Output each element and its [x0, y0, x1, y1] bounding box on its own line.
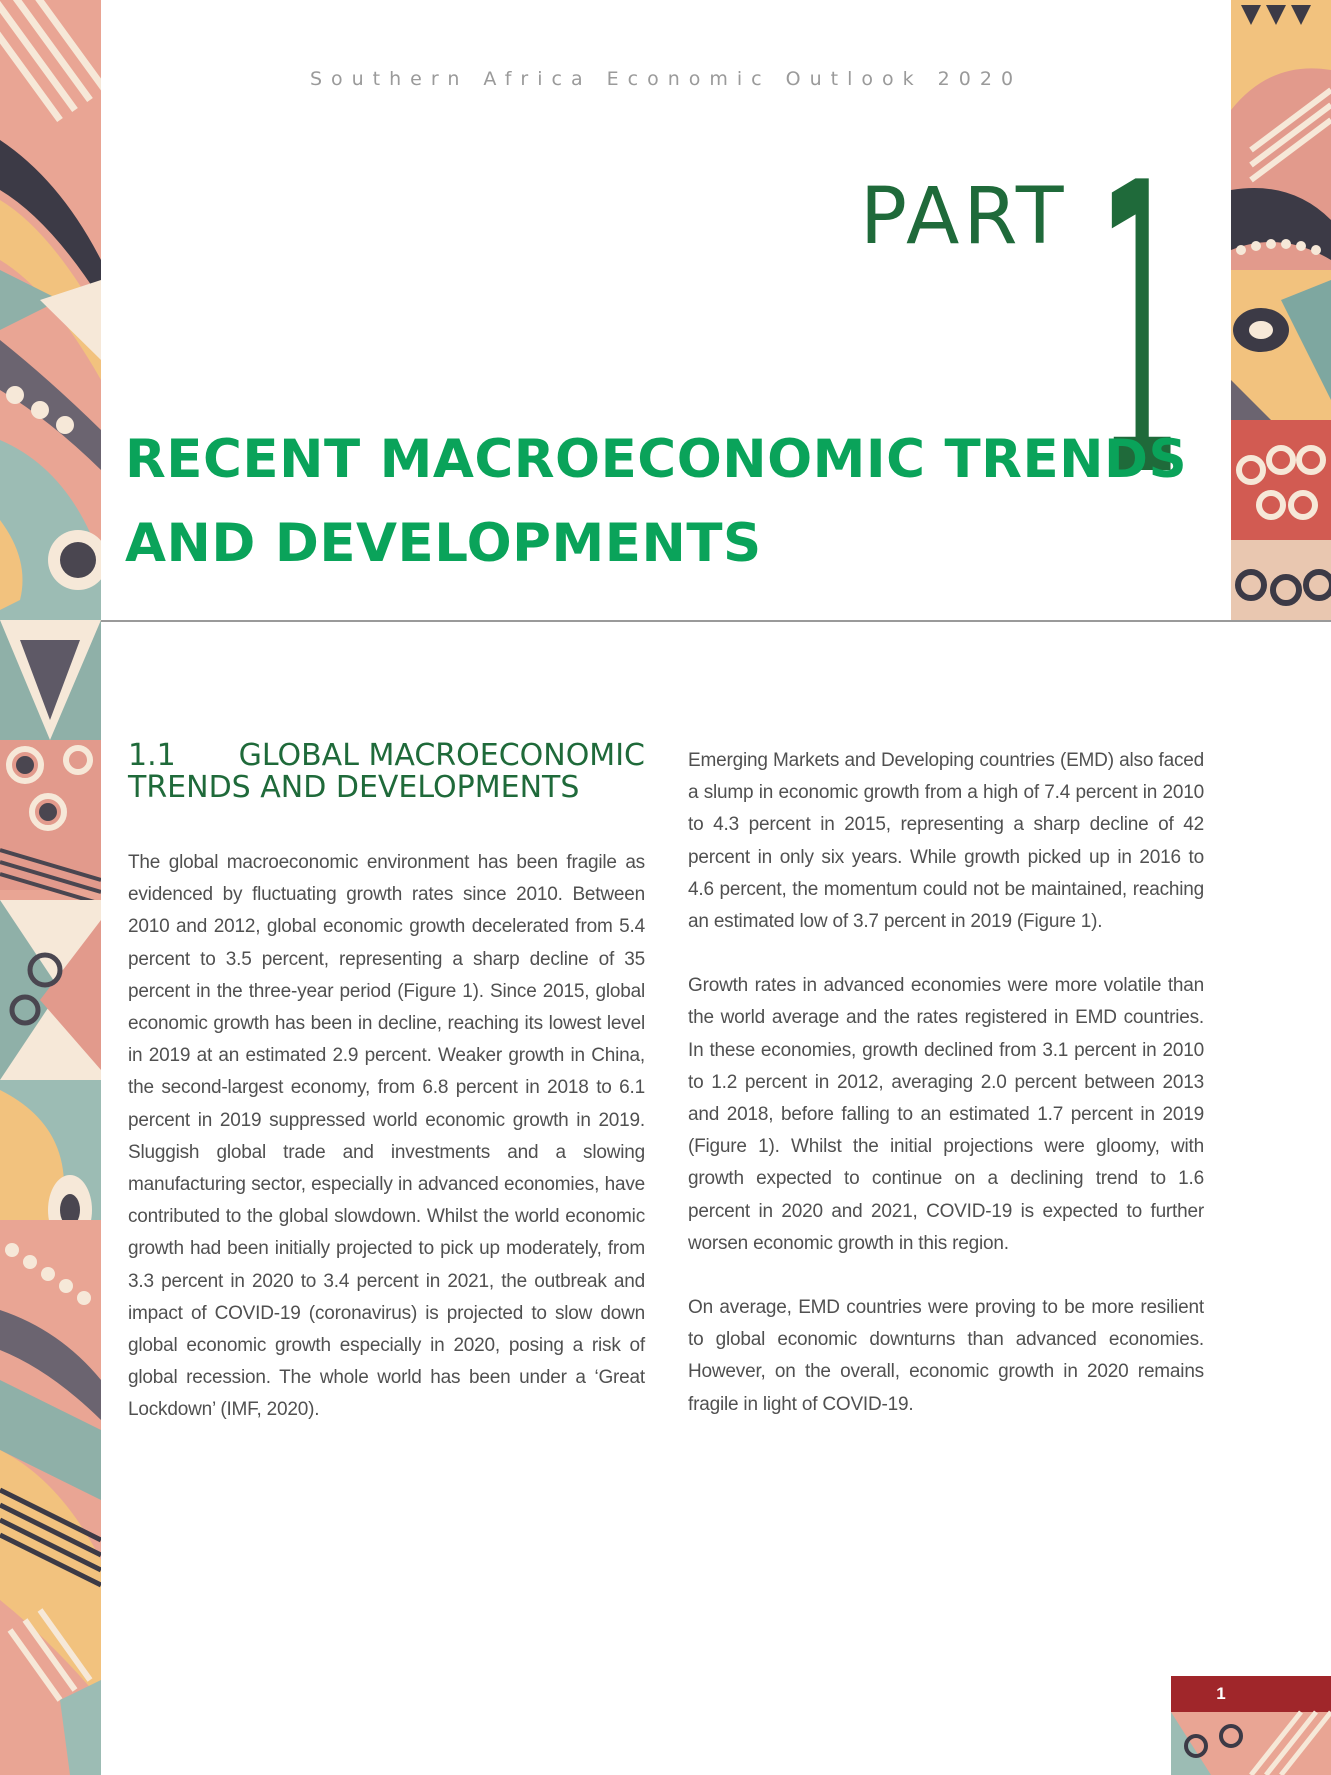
right-pattern-border	[1231, 0, 1331, 621]
section-number: 1.1	[128, 738, 176, 773]
body-paragraph: On average, EMD countries were proving to be more resilient to global economic downturns than advanced economies. However, on the overall, economic growth in 2020 remains fragile in light of COVID-19.	[688, 1297, 1204, 1415]
body-paragraph: Growth rates in advanced economies were more volatile than the world average and the rates registered in EMD countries. In these economies, growth declined from 3.1 percent in 2010 to 1.2 percent in 2012, averaging 2.0 percent between 2013 and 2018, before falling to an estimated 1.7 percent in 2019 (Figure 1). Whilst the initial projections were gloomy, with growth expected to continue on a declining trend to 1.6 percent in 2020 and 2021, COVID-19 is expected to further worsen economic growth in this region.	[688, 975, 1204, 1254]
part-label: PART	[860, 172, 1068, 262]
chapter-title-line2: AND DEVELOPMENTS	[125, 513, 762, 574]
left-column	[128, 740, 645, 1427]
body-paragraph: The global macroeconomic environment has been fragile as evidenced by fluctuating growth rates since 2010. Between 2010 and 2012, global economic growth decelerated from 5.4 percent to 3.5 percent, representing a sharp decline of 35 percent in the three-year period (Figure 1). Since 2015, global economic growth has been in decline, reaching its lowest level in 2019 at an estimated 2.9 percent. Weaker growth in China, the second-largest economy, from 6.8 percent in 2018 to 6.1 percent in 2019 suppressed world economic growth in 2019. Sluggish global trade and investments and a slowing manufacturing sector, especially in advanced economies, have contributed to the global slowdown. Whilst the world economic growth had been initially projected to pick up moderately, from 3.3 percent in 2020 to 3.4 percent in 2021, the outbreak and impact of COVID-19 (coronavirus) is projected to slow down global economic growth especially in 2020, posing a risk of global recession. The whole world has been under a ‘Great Lockdown’ (IMF, 2020).	[128, 852, 645, 1421]
section-heading	[128, 740, 645, 804]
page-number: 1	[1216, 1684, 1226, 1703]
right-column	[688, 745, 1204, 1421]
section-divider	[101, 620, 1331, 622]
section-title-line2: TRENDS AND DEVELOPMENTS	[128, 770, 580, 805]
left-pattern-border	[0, 0, 101, 1775]
body-paragraph: Emerging Markets and Developing countries (EMD) also faced a slump in economic growth from a high of 7.4 percent in 2010 to 4.3 percent in 2015, representing a sharp decline of 42 percent in only six years. While growth picked up in 2016 to 4.6 percent, the momentum could not be maintained, reaching an estimated low of 3.7 percent in 2019 (Figure 1).	[688, 750, 1204, 933]
chapter-title-line1: RECENT MACROECONOMIC TRENDS	[125, 429, 1188, 490]
section-title-line1: GLOBAL MACROECONOMIC	[238, 738, 645, 773]
svg-text:1: 1	[1097, 100, 1183, 565]
running-header: Southern Africa Economic Outlook 2020	[309, 68, 1023, 90]
chapter-title	[125, 418, 1188, 586]
